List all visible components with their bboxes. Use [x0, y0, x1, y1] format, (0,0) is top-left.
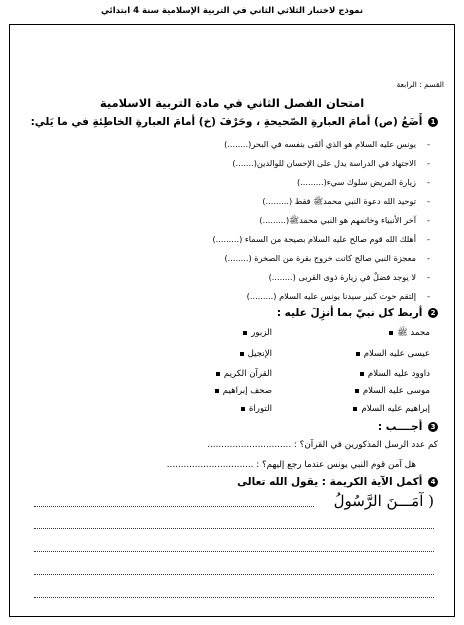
q1-item: -لا يوجد فضلٌ في زيارة ذوى القربى (........)	[268, 272, 430, 282]
bullet-square-icon	[353, 407, 357, 411]
class-section-label: القسم : الرابعة	[396, 80, 444, 89]
answer-line	[34, 506, 314, 507]
q3-heading	[378, 421, 438, 433]
prophet-item: إبراهيم عليه السلام	[349, 404, 430, 414]
q1-item: -توحيد الله دعوة النبي محمدﷺ فقط (.........)	[262, 196, 430, 206]
verse-start: ( آمَـــنَ الرَّسُولُ	[333, 492, 434, 510]
q3-instruction: أجــــب :	[377, 421, 423, 433]
bullet-square-icon	[360, 372, 364, 376]
q3-question-2: هل آمن قوم النبي يونس عندما رجع إليهم؟ : ...............................	[166, 460, 416, 470]
q1-heading	[31, 116, 438, 128]
book-item: الزبور	[239, 328, 272, 338]
q3-question-1: كم عدد الرسل المذكورين في القرآن؟ : ..............................	[207, 440, 438, 450]
book-item: القرآن الكريم	[212, 369, 272, 379]
q4-number-badge: 4	[428, 477, 438, 487]
prophet-item: عيسى عليه السلام	[352, 349, 430, 359]
bullet-square-icon	[215, 389, 219, 393]
book-item: صحف إبراهيم	[211, 386, 272, 396]
prophet-item: محمد ﷺ	[385, 328, 430, 340]
q1-item: -الاجتهاد في الدراسة يدل على الإحسان للوالدين(.......)	[232, 158, 430, 168]
bullet-square-icon	[240, 352, 244, 356]
q1-item: -إلتقم حوت كبير سيدنا يونس عليه السلام (.........)	[246, 291, 430, 301]
document-header-title: نموذج لاختبار الثلاثي الثاني في التربية الإسلامية سنة 4 ابتدائي	[100, 6, 364, 16]
prophet-item: داوود عليه السلام	[356, 369, 430, 379]
book-item: الإنجيل	[236, 349, 272, 359]
book-item: التوراة	[237, 404, 272, 414]
answer-line	[34, 528, 434, 529]
q2-heading	[277, 307, 438, 319]
answer-line	[34, 574, 434, 575]
q1-item: -أهلك الله قوم صالح عليه السلام بصيحة من السماء (.........)	[212, 234, 430, 244]
bullet-square-icon	[241, 407, 245, 411]
q1-item: -معجزة النبي صالح كانت خروج بقرة من الصخرة (........)	[224, 253, 430, 263]
exam-title: امتحان الفصل الثاني في مادة التربية الاسلامية	[99, 96, 365, 110]
bullet-square-icon	[355, 389, 359, 393]
answer-line	[34, 597, 434, 598]
q2-number-badge: 2	[428, 308, 438, 318]
prophet-item: موسى عليه السلام	[351, 386, 430, 396]
q1-item: -يونس عليه السلام هو الذي ألقى بنفسه في البحر(........)	[224, 139, 430, 149]
bullet-square-icon	[356, 352, 360, 356]
q4-heading	[237, 476, 438, 488]
bullet-square-icon	[389, 331, 393, 335]
q3-number-badge: 3	[428, 422, 438, 432]
answer-line	[34, 551, 434, 552]
q2-instruction: أربط كل نبيّ بما أنزِلَ عليه :	[276, 307, 423, 319]
bullet-square-icon	[216, 372, 220, 376]
q1-item: -زيارة المريض سلوك سيء(.........)	[296, 177, 430, 187]
q1-instruction: أَضَعُ (ص) أمامَ العبارةِ الصّحيحةِ ، وحَرْفَ (خ) أمامَ العبارةِ الخاطِئةِ في ما يَلي:	[30, 116, 423, 128]
q4-instruction: أكمل الآية الكريمة : يقول الله تعالى	[237, 476, 423, 488]
q1-item: -آخر الأنبياء وخاتمهم هو النبي محمدﷺ(.........)	[259, 215, 430, 225]
q1-number-badge: 1	[428, 117, 438, 127]
bullet-square-icon	[243, 331, 247, 335]
